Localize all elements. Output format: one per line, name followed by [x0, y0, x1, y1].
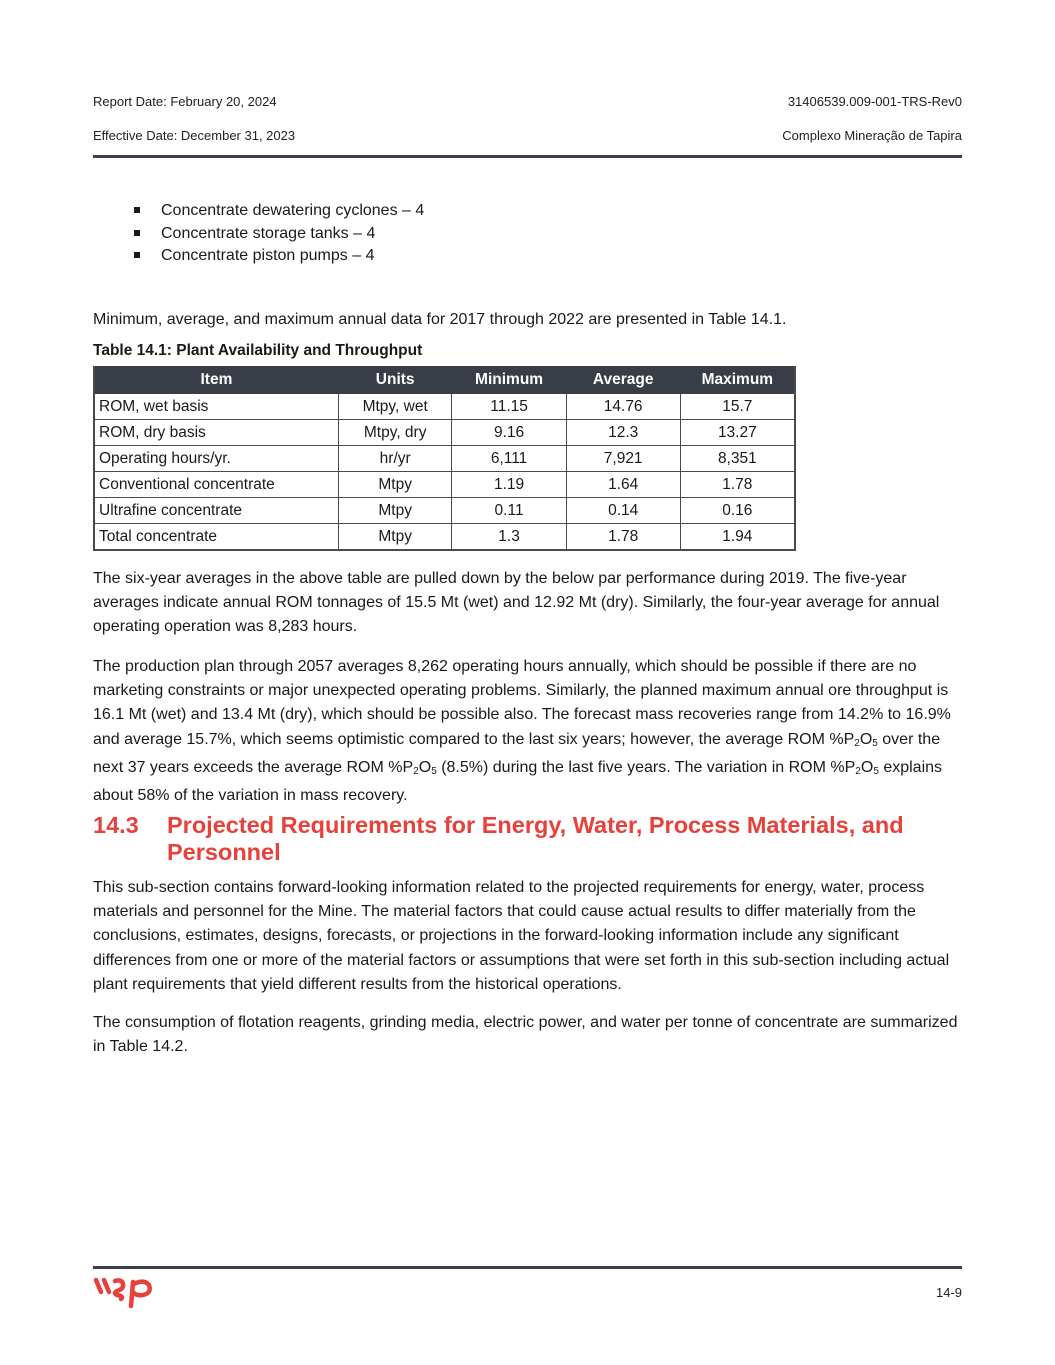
table-cell: 7,921	[566, 446, 680, 472]
table-cell: ROM, wet basis	[94, 394, 338, 420]
header-divider	[93, 155, 962, 158]
section-heading	[93, 812, 962, 866]
table-cell: 0.16	[680, 498, 795, 524]
table-row	[94, 498, 795, 524]
table-cell: 1.64	[566, 472, 680, 498]
table-cell: Operating hours/yr.	[94, 446, 338, 472]
table-cell: 1.94	[680, 524, 795, 551]
table-cell: Ultrafine concentrate	[94, 498, 338, 524]
table-cell: 6,111	[452, 446, 566, 472]
equipment-list	[93, 200, 962, 268]
table-cell: 9.16	[452, 420, 566, 446]
section-title: Projected Requirements for Energy, Water, Process Materials, and Personnel	[167, 812, 904, 865]
table-row	[94, 394, 795, 420]
table-header-row	[94, 367, 795, 394]
column-header-maximum: Maximum	[680, 367, 795, 394]
list-item: Concentrate dewatering cyclones – 4	[93, 200, 962, 223]
table-caption: Table 14.1: Plant Availability and Throughput	[93, 342, 423, 359]
table-cell: 13.27	[680, 420, 795, 446]
table-row	[94, 420, 795, 446]
table-row	[94, 524, 795, 551]
intro-paragraph: Minimum, average, and maximum annual data for 2017 through 2022 are presented in Table 14.1.	[93, 311, 787, 328]
table-cell: Mtpy, wet	[338, 394, 452, 420]
page-number: 14-9	[935, 1285, 962, 1300]
project-name: Complexo Mineração de Tapira	[782, 128, 962, 143]
table-cell: 1.78	[566, 524, 680, 551]
column-header-units: Units	[338, 367, 452, 394]
table-cell: 1.19	[452, 472, 566, 498]
footer-divider	[93, 1266, 962, 1269]
table-cell: Total concentrate	[94, 524, 338, 551]
plant-availability-table	[93, 366, 796, 551]
table-row	[94, 472, 795, 498]
report-date: Report Date: February 20, 2024	[93, 94, 277, 109]
table-cell: 1.3	[452, 524, 566, 551]
table-cell: Mtpy	[338, 472, 452, 498]
list-item: Concentrate storage tanks – 4	[93, 223, 962, 246]
effective-date: Effective Date: December 31, 2023	[93, 128, 296, 143]
table-cell: Conventional concentrate	[94, 472, 338, 498]
section-number: 14.3	[93, 812, 139, 838]
table-cell: 12.3	[566, 420, 680, 446]
production-plan-paragraph: The production plan through 2057 averages 8,262 operating hours annually, which should be possible if there are no marketing constraints or major unexpected operating problems. Similarly, the planned maximum annual ore throughput is 16.1 Mt (wet) and 13.4 Mt (dry), which should be possible also. The forecast mass recoveries range from 14.2% to 16.9% and average 15.7%, which seems optimistic compared to the last six years; however, the average ROM $\%P_2O_5$ over the next 37 years exceeds the average ROM $\%P_2O_5$ (8.5%) during the last five years. The variation in ROM $\%P_2O_5$ explains about 58% of the variation in mass recovery.	[93, 658, 951, 805]
bullet-square-icon	[134, 207, 140, 213]
table-cell: 11.15	[452, 394, 566, 420]
table-cell: Mtpy	[338, 498, 452, 524]
wsp-logo-icon	[93, 1275, 157, 1311]
column-header-item: Item	[94, 367, 338, 394]
table-cell: Mtpy, dry	[338, 420, 452, 446]
column-header-minimum: Minimum	[452, 367, 566, 394]
bullet-square-icon	[134, 252, 140, 258]
column-header-average: Average	[566, 367, 680, 394]
table-cell: 8,351	[680, 446, 795, 472]
table-cell: ROM, dry basis	[94, 420, 338, 446]
table-cell: hr/yr	[338, 446, 452, 472]
table-cell: 1.78	[680, 472, 795, 498]
list-item: Concentrate piston pumps – 4	[93, 245, 962, 268]
forward-looking-paragraph: This sub-section contains forward-looking information related to the projected requirements for energy, water, process materials and personnel for the Mine. The material factors that could cause actual results to differ materially from the conclusions, estimates, designs, forecasts, or projections in the forward-looking information include any significant differences from one or more of the material factors or assumptions that were set forth in this sub-section including actual plant requirements that yield different results from the historical operations.	[93, 879, 950, 993]
document-id: 31406539.009-001-TRS-Rev0	[787, 94, 962, 109]
table-row	[94, 446, 795, 472]
consumption-paragraph: The consumption of flotation reagents, grinding media, electric power, and water per tonne of concentrate are summarized in Table 14.2.	[93, 1014, 958, 1056]
table-cell: 0.14	[566, 498, 680, 524]
table-cell: 15.7	[680, 394, 795, 420]
table-cell: 14.76	[566, 394, 680, 420]
bullet-square-icon	[134, 230, 140, 236]
averages-paragraph: The six-year averages in the above table are pulled down by the below par performance during 2019. The five-year averages indicate annual ROM tonnages of 15.5 Mt (wet) and 12.92 Mt (dry). Similarly, the four-year average for annual operating operation was 8,283 hours.	[93, 570, 940, 636]
table-cell: Mtpy	[338, 524, 452, 551]
table-cell: 0.11	[452, 498, 566, 524]
